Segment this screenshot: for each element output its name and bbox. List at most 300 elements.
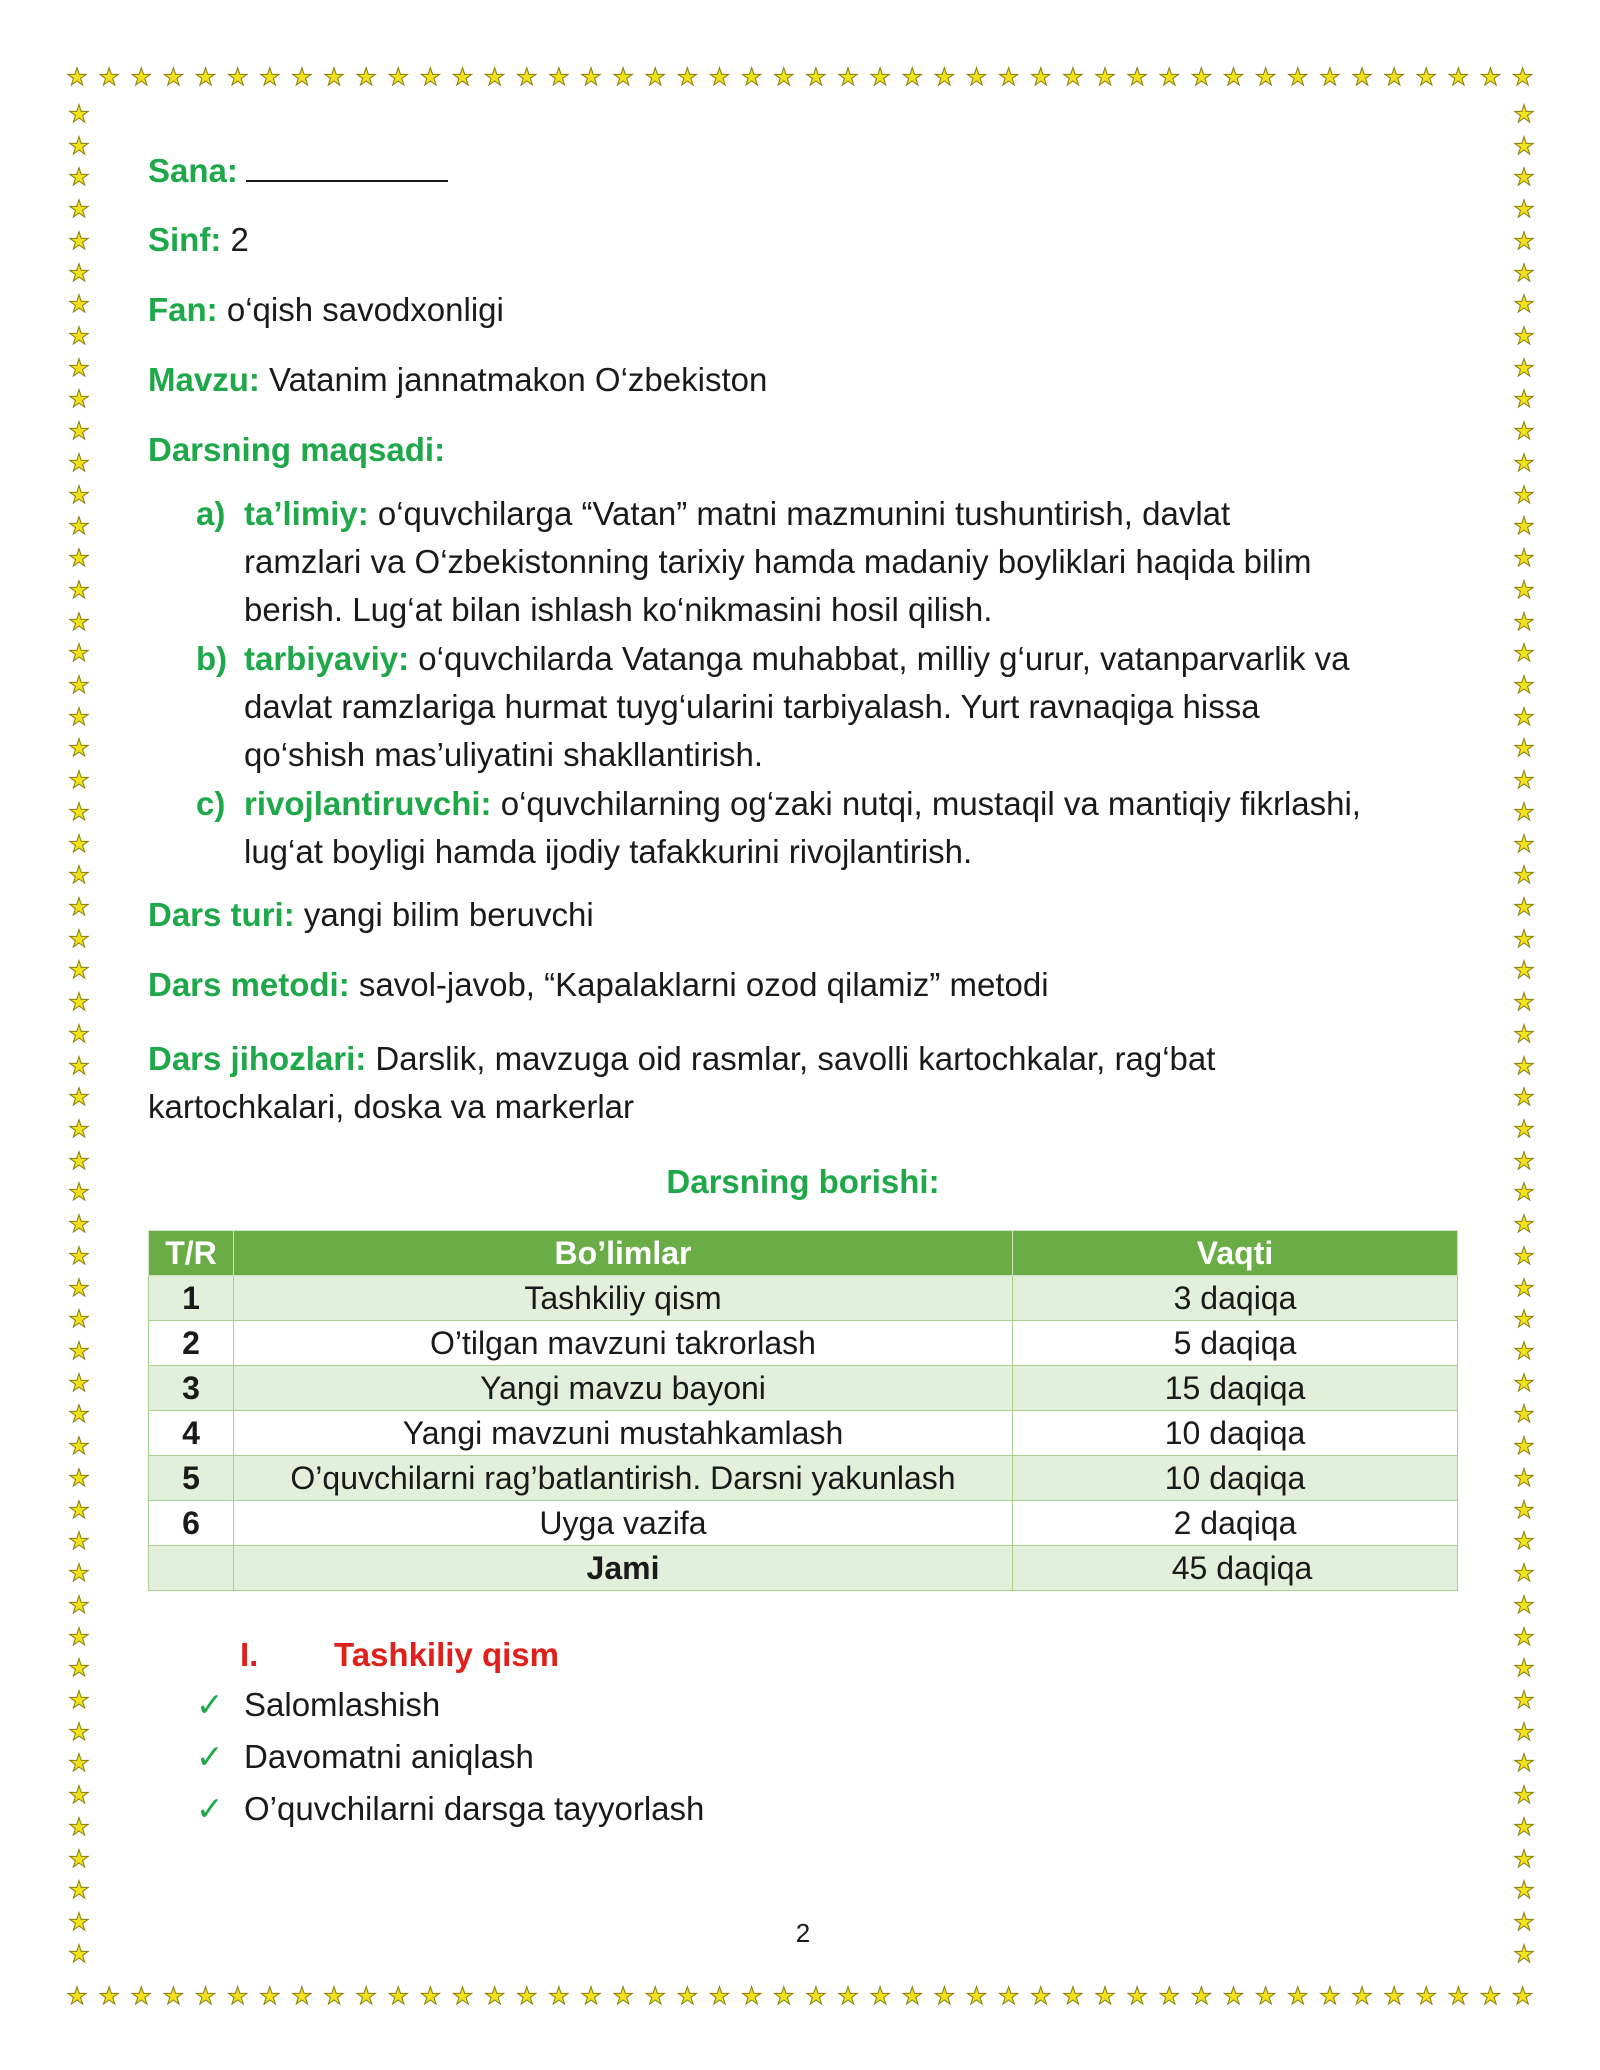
star-icon: ★ <box>98 63 120 91</box>
star-icon: ★ <box>68 1844 90 1873</box>
star-icon: ★ <box>1513 195 1535 224</box>
goal-label: ta’limiy: <box>244 495 369 532</box>
star-icon: ★ <box>1513 1019 1535 1048</box>
star-icon: ★ <box>68 1210 90 1239</box>
star-icon: ★ <box>68 734 90 763</box>
star-icon: ★ <box>68 163 90 192</box>
star-icon: ★ <box>258 63 281 91</box>
star-icon: ★ <box>612 63 634 91</box>
star-icon: ★ <box>68 1812 90 1841</box>
table-row <box>149 1456 1458 1501</box>
row-part: O’quvchilarni rag’batlantirish. Darsni yakunlash <box>234 1456 1013 1501</box>
star-icon: ★ <box>68 1115 90 1143</box>
star-icon: ★ <box>1190 63 1213 91</box>
total-label: Jami <box>234 1546 1013 1591</box>
star-icon: ★ <box>258 1982 281 2010</box>
row-number: 4 <box>149 1411 234 1456</box>
star-icon: ★ <box>1513 988 1535 1017</box>
goal-text-line: ramzlari va O‘zbekistonning tarixiy hamda madaniy boyliklari haqida bilim <box>244 543 1312 580</box>
sana-blank <box>246 150 448 182</box>
star-icon: ★ <box>226 1982 249 2010</box>
star-icon: ★ <box>1415 1982 1437 2010</box>
star-icon: ★ <box>1513 1146 1535 1175</box>
star-icon: ★ <box>965 63 988 91</box>
table-row <box>149 1411 1458 1456</box>
star-icon: ★ <box>837 1982 859 2010</box>
star-icon: ★ <box>676 63 699 91</box>
goal-text-line: lug‘at boyligi hamda ijodiy tafakkurini rivojlantirish. <box>244 833 973 870</box>
star-icon: ★ <box>1383 1982 1405 2010</box>
star-icon: ★ <box>1222 63 1245 91</box>
row-part: Yangi mavzuni mustahkamlash <box>234 1411 1013 1456</box>
star-icon: ★ <box>68 607 90 636</box>
star-icon: ★ <box>612 1982 634 2010</box>
star-icon: ★ <box>68 1590 90 1619</box>
sana-label: Sana: <box>148 152 238 189</box>
star-icon: ★ <box>1513 512 1535 541</box>
star-icon: ★ <box>451 63 474 91</box>
dars-jihozlari-line <box>148 1035 1215 1131</box>
star-icon: ★ <box>68 702 90 731</box>
star-icon: ★ <box>1286 1982 1309 2010</box>
star-icon: ★ <box>548 63 570 91</box>
star-icon: ★ <box>68 353 90 382</box>
star-icon: ★ <box>1513 1178 1535 1207</box>
star-icon: ★ <box>98 1982 120 2010</box>
check-icon: ✓ <box>196 1789 224 1828</box>
list-item-text: Davomatni aniqlash <box>244 1738 534 1775</box>
goal-item <box>196 635 1466 779</box>
lesson-schedule-table <box>148 1230 1458 1591</box>
star-icon: ★ <box>997 1982 1020 2010</box>
dars-turi-line <box>148 895 594 935</box>
fan-value: o‘qish savodxonligi <box>217 291 504 328</box>
section-title: Tashkiliy qism <box>334 1636 559 1673</box>
star-icon: ★ <box>355 1982 377 2010</box>
star-icon: ★ <box>1029 1982 1052 2010</box>
star-icon: ★ <box>68 1495 90 1524</box>
dars-jihozlari-value: Darslik, mavzuga oid rasmlar, savolli kartochkalar, rag‘bat <box>366 1040 1216 1077</box>
star-icon: ★ <box>1513 131 1535 160</box>
goal-text-line: o‘quvchilarda Vatanga muhabbat, milliy g‘urur, vatanparvarlik va <box>409 640 1350 677</box>
star-icon: ★ <box>1513 607 1535 636</box>
star-border-bottom <box>64 1982 1536 2012</box>
row-number: 5 <box>149 1456 234 1501</box>
star-icon: ★ <box>1513 1876 1535 1905</box>
star-icon: ★ <box>1513 163 1535 192</box>
sana-line <box>148 150 448 191</box>
row-time: 10 daqiqa <box>1013 1411 1458 1456</box>
list-item <box>196 1789 704 1829</box>
star-icon: ★ <box>1513 1907 1535 1936</box>
star-icon: ★ <box>708 63 731 91</box>
star-icon: ★ <box>68 1749 90 1778</box>
star-icon: ★ <box>1513 1812 1535 1841</box>
star-icon: ★ <box>68 829 90 858</box>
star-icon: ★ <box>68 1463 90 1492</box>
star-icon: ★ <box>68 575 90 604</box>
star-icon: ★ <box>387 63 409 91</box>
star-icon: ★ <box>68 102 90 128</box>
star-icon: ★ <box>1319 63 1341 91</box>
star-icon: ★ <box>708 1982 731 2010</box>
star-icon: ★ <box>68 924 90 953</box>
star-border-right <box>1509 102 1539 1968</box>
star-icon: ★ <box>837 63 859 91</box>
goal-label: tarbiyaviy: <box>244 640 410 677</box>
star-icon: ★ <box>933 1982 956 2010</box>
star-icon: ★ <box>68 1305 90 1334</box>
star-icon: ★ <box>68 1717 90 1746</box>
row-part: Tashkiliy qism <box>234 1276 1013 1321</box>
star-icon: ★ <box>1513 290 1535 319</box>
star-icon: ★ <box>1062 1982 1084 2010</box>
star-icon: ★ <box>1513 639 1535 668</box>
star-icon: ★ <box>68 1051 90 1080</box>
star-icon: ★ <box>68 1241 90 1270</box>
star-icon: ★ <box>1513 1115 1535 1143</box>
goal-text-line: o‘quvchilarga “Vatan” matni mazmunini tushuntirish, davlat <box>368 495 1231 532</box>
dars-metodi-label: Dars metodi: <box>148 966 350 1003</box>
star-icon: ★ <box>68 1273 90 1302</box>
star-icon: ★ <box>68 988 90 1017</box>
star-icon: ★ <box>68 1083 90 1112</box>
star-icon: ★ <box>1126 63 1148 91</box>
star-icon: ★ <box>1254 1982 1277 2010</box>
star-icon: ★ <box>68 385 90 414</box>
star-icon: ★ <box>483 1982 506 2010</box>
star-icon: ★ <box>68 1559 90 1588</box>
row-part: Yangi mavzu bayoni <box>234 1366 1013 1411</box>
star-icon: ★ <box>68 480 90 509</box>
star-icon: ★ <box>130 1982 152 2010</box>
star-icon: ★ <box>451 1982 474 2010</box>
star-icon: ★ <box>1513 1337 1535 1366</box>
total-time: 45 daqiqa <box>1013 1546 1458 1591</box>
star-icon: ★ <box>162 1982 185 2010</box>
star-icon: ★ <box>68 322 90 351</box>
darsning-borishi-title: Darsning borishi: <box>666 1163 940 1200</box>
star-icon: ★ <box>1447 1982 1470 2010</box>
star-icon: ★ <box>1511 63 1534 91</box>
star-icon: ★ <box>1513 1400 1535 1429</box>
row-part: Uyga vazifa <box>234 1501 1013 1546</box>
star-icon: ★ <box>1383 63 1405 91</box>
star-icon: ★ <box>1479 63 1502 91</box>
star-icon: ★ <box>1513 575 1535 604</box>
star-icon: ★ <box>1415 63 1437 91</box>
star-icon: ★ <box>291 63 313 91</box>
star-icon: ★ <box>194 1982 217 2010</box>
star-icon: ★ <box>355 63 377 91</box>
header-bolimlar: Bo’limlar <box>234 1231 1013 1276</box>
maqsad-label: Darsning maqsadi: <box>148 431 446 468</box>
star-icon: ★ <box>1513 1463 1535 1492</box>
star-icon: ★ <box>740 63 763 91</box>
star-icon: ★ <box>68 1622 90 1651</box>
star-icon: ★ <box>1513 892 1535 921</box>
star-icon: ★ <box>68 290 90 319</box>
goal-text-line: qo‘shish mas’uliyatini shakllantirish. <box>244 736 764 773</box>
goal-item <box>196 490 1466 634</box>
star-icon: ★ <box>1513 226 1535 255</box>
star-icon: ★ <box>68 1907 90 1936</box>
star-icon: ★ <box>68 417 90 446</box>
star-icon: ★ <box>1513 766 1535 795</box>
star-icon: ★ <box>1513 1717 1535 1746</box>
star-icon: ★ <box>68 1781 90 1810</box>
star-icon: ★ <box>1513 1622 1535 1651</box>
star-icon: ★ <box>1513 258 1535 287</box>
star-icon: ★ <box>1351 63 1373 91</box>
dars-metodi-line <box>148 965 1049 1005</box>
star-icon: ★ <box>1513 1495 1535 1524</box>
star-icon: ★ <box>1158 1982 1180 2010</box>
star-icon: ★ <box>323 63 345 91</box>
table-header-row <box>149 1231 1458 1276</box>
star-icon: ★ <box>66 1982 88 2010</box>
star-icon: ★ <box>869 63 891 91</box>
star-icon: ★ <box>1190 1982 1213 2010</box>
star-icon: ★ <box>1447 63 1470 91</box>
row-time: 10 daqiqa <box>1013 1456 1458 1501</box>
star-icon: ★ <box>1479 1982 1502 2010</box>
section-numeral: I. <box>240 1636 259 1673</box>
check-icon: ✓ <box>196 1737 224 1776</box>
star-icon: ★ <box>1254 63 1277 91</box>
star-icon: ★ <box>1513 1527 1535 1556</box>
row-number: 2 <box>149 1321 234 1366</box>
list-item-text: O’quvchilarni darsga tayyorlash <box>244 1790 705 1827</box>
star-icon: ★ <box>1513 385 1535 414</box>
star-icon: ★ <box>1513 956 1535 985</box>
header-vaqti: Vaqti <box>1013 1231 1458 1276</box>
row-number: 1 <box>149 1276 234 1321</box>
row-time: 5 daqiqa <box>1013 1321 1458 1366</box>
star-icon: ★ <box>68 226 90 255</box>
star-icon: ★ <box>1351 1982 1373 2010</box>
sinf-line <box>148 220 249 260</box>
star-icon: ★ <box>387 1982 409 2010</box>
fan-label: Fan: <box>148 291 218 328</box>
star-icon: ★ <box>933 63 956 91</box>
star-icon: ★ <box>1513 544 1535 573</box>
star-icon: ★ <box>1513 1749 1535 1778</box>
star-icon: ★ <box>805 1982 827 2010</box>
star-icon: ★ <box>1513 797 1535 826</box>
table-total-row <box>149 1546 1458 1591</box>
star-icon: ★ <box>515 63 538 91</box>
goal-text-line: davlat ramzlariga hurmat tuyg‘ularini tarbiyalash. Yurt ravnaqiga hissa <box>244 688 1260 725</box>
star-icon: ★ <box>1513 1432 1535 1461</box>
star-icon: ★ <box>1513 1305 1535 1334</box>
star-icon: ★ <box>1511 1982 1534 2010</box>
goal-text-line: o‘quvchilarning og‘zaki nutqi, mustaqil va mantiqiy fikrlashi, <box>491 785 1361 822</box>
star-icon: ★ <box>1513 1368 1535 1397</box>
star-icon: ★ <box>1094 63 1116 91</box>
sinf-value: 2 <box>221 221 249 258</box>
list-item-text: Salomlashish <box>244 1686 441 1723</box>
star-icon: ★ <box>1513 702 1535 731</box>
star-icon: ★ <box>1513 734 1535 763</box>
star-icon: ★ <box>1029 63 1052 91</box>
star-icon: ★ <box>580 63 602 91</box>
star-icon: ★ <box>1513 829 1535 858</box>
row-number: 3 <box>149 1366 234 1411</box>
star-icon: ★ <box>68 1178 90 1207</box>
mavzu-label: Mavzu: <box>148 361 260 398</box>
sinf-label: Sinf: <box>148 221 222 258</box>
star-icon: ★ <box>194 63 217 91</box>
star-icon: ★ <box>162 63 185 91</box>
star-icon: ★ <box>515 1982 538 2010</box>
star-icon: ★ <box>68 670 90 699</box>
star-icon: ★ <box>68 544 90 573</box>
row-time: 2 daqiqa <box>1013 1501 1458 1546</box>
star-icon: ★ <box>68 1654 90 1683</box>
star-icon: ★ <box>1513 1273 1535 1302</box>
star-icon: ★ <box>772 63 795 91</box>
star-icon: ★ <box>644 1982 666 2010</box>
star-icon: ★ <box>68 861 90 890</box>
star-icon: ★ <box>68 1019 90 1048</box>
fan-line <box>148 290 504 330</box>
star-icon: ★ <box>1513 861 1535 890</box>
star-icon: ★ <box>68 258 90 287</box>
star-icon: ★ <box>1513 417 1535 446</box>
star-icon: ★ <box>68 639 90 668</box>
star-icon: ★ <box>901 63 923 91</box>
star-icon: ★ <box>1513 1241 1535 1270</box>
list-item <box>196 1685 440 1725</box>
star-icon: ★ <box>1513 353 1535 382</box>
star-icon: ★ <box>644 63 666 91</box>
mavzu-value: Vatanim jannatmakon O‘zbekiston <box>259 361 768 398</box>
star-icon: ★ <box>1513 102 1535 128</box>
star-icon: ★ <box>68 766 90 795</box>
row-number: 6 <box>149 1501 234 1546</box>
star-icon: ★ <box>1513 1210 1535 1239</box>
row-time: 15 daqiqa <box>1013 1366 1458 1411</box>
star-icon: ★ <box>68 1939 90 1968</box>
star-border-top <box>64 63 1536 93</box>
table-row <box>149 1366 1458 1411</box>
star-icon: ★ <box>68 195 90 224</box>
star-icon: ★ <box>130 63 152 91</box>
star-icon: ★ <box>483 63 506 91</box>
star-icon: ★ <box>66 63 88 91</box>
table-row <box>149 1276 1458 1321</box>
star-icon: ★ <box>1513 924 1535 953</box>
dars-jihozlari-label: Dars jihozlari: <box>148 1040 367 1077</box>
star-icon: ★ <box>68 1685 90 1714</box>
star-icon: ★ <box>68 512 90 541</box>
star-icon: ★ <box>68 448 90 477</box>
star-icon: ★ <box>1126 1982 1148 2010</box>
star-icon: ★ <box>68 1527 90 1556</box>
star-icon: ★ <box>68 956 90 985</box>
star-icon: ★ <box>1513 480 1535 509</box>
star-icon: ★ <box>1222 1982 1245 2010</box>
star-icon: ★ <box>1513 1844 1535 1873</box>
star-icon: ★ <box>1513 448 1535 477</box>
goal-item <box>196 780 1466 876</box>
list-item <box>196 1737 534 1777</box>
star-icon: ★ <box>68 1876 90 1905</box>
star-icon: ★ <box>901 1982 923 2010</box>
section-heading <box>240 1635 559 1675</box>
star-icon: ★ <box>580 1982 602 2010</box>
star-icon: ★ <box>1513 1939 1535 1968</box>
star-icon: ★ <box>68 1146 90 1175</box>
star-icon: ★ <box>1158 63 1180 91</box>
star-icon: ★ <box>1513 1590 1535 1619</box>
star-icon: ★ <box>1513 1083 1535 1112</box>
star-border-left <box>64 102 94 1968</box>
table-row <box>149 1321 1458 1366</box>
star-icon: ★ <box>1513 322 1535 351</box>
star-icon: ★ <box>1513 1051 1535 1080</box>
star-icon: ★ <box>323 1982 345 2010</box>
maqsad-heading <box>148 430 445 470</box>
check-icon: ✓ <box>196 1685 224 1724</box>
star-icon: ★ <box>1062 63 1084 91</box>
star-icon: ★ <box>226 63 249 91</box>
star-icon: ★ <box>68 131 90 160</box>
mavzu-line <box>148 360 767 400</box>
star-icon: ★ <box>805 63 827 91</box>
star-icon: ★ <box>1513 1781 1535 1810</box>
star-icon: ★ <box>1513 1654 1535 1683</box>
dars-turi-value: yangi bilim beruvchi <box>294 896 594 933</box>
star-icon: ★ <box>1513 1685 1535 1714</box>
goal-marker: b) <box>196 640 228 677</box>
star-icon: ★ <box>869 1982 891 2010</box>
star-icon: ★ <box>1286 63 1309 91</box>
star-icon: ★ <box>676 1982 699 2010</box>
star-icon: ★ <box>740 1982 763 2010</box>
goal-label: rivojlantiruvchi: <box>244 785 492 822</box>
star-icon: ★ <box>997 63 1020 91</box>
star-icon: ★ <box>1513 1559 1535 1588</box>
star-icon: ★ <box>68 797 90 826</box>
row-part: O’tilgan mavzuni takrorlash <box>234 1321 1013 1366</box>
star-icon: ★ <box>1319 1982 1341 2010</box>
table-row <box>149 1501 1458 1546</box>
star-icon: ★ <box>291 1982 313 2010</box>
star-icon: ★ <box>419 1982 442 2010</box>
dars-turi-label: Dars turi: <box>148 896 295 933</box>
star-icon: ★ <box>965 1982 988 2010</box>
star-icon: ★ <box>68 1432 90 1461</box>
row-time: 3 daqiqa <box>1013 1276 1458 1321</box>
star-icon: ★ <box>1094 1982 1116 2010</box>
total-number-cell <box>149 1546 234 1591</box>
star-icon: ★ <box>68 1400 90 1429</box>
page-number: 2 <box>795 1918 811 1948</box>
star-icon: ★ <box>68 1337 90 1366</box>
star-icon: ★ <box>419 63 442 91</box>
star-icon: ★ <box>1513 670 1535 699</box>
dars-jihozlari-value-cont: kartochkalari, doska va markerlar <box>148 1088 635 1125</box>
star-icon: ★ <box>548 1982 570 2010</box>
goal-marker: c) <box>196 785 226 822</box>
header-tr: T/R <box>149 1231 234 1276</box>
star-icon: ★ <box>68 892 90 921</box>
goal-text-line: berish. Lug‘at bilan ishlash ko‘nikmasini hosil qilish. <box>244 591 993 628</box>
star-icon: ★ <box>772 1982 795 2010</box>
dars-metodi-value: savol-javob, “Kapalaklarni ozod qilamiz” metodi <box>349 966 1049 1003</box>
